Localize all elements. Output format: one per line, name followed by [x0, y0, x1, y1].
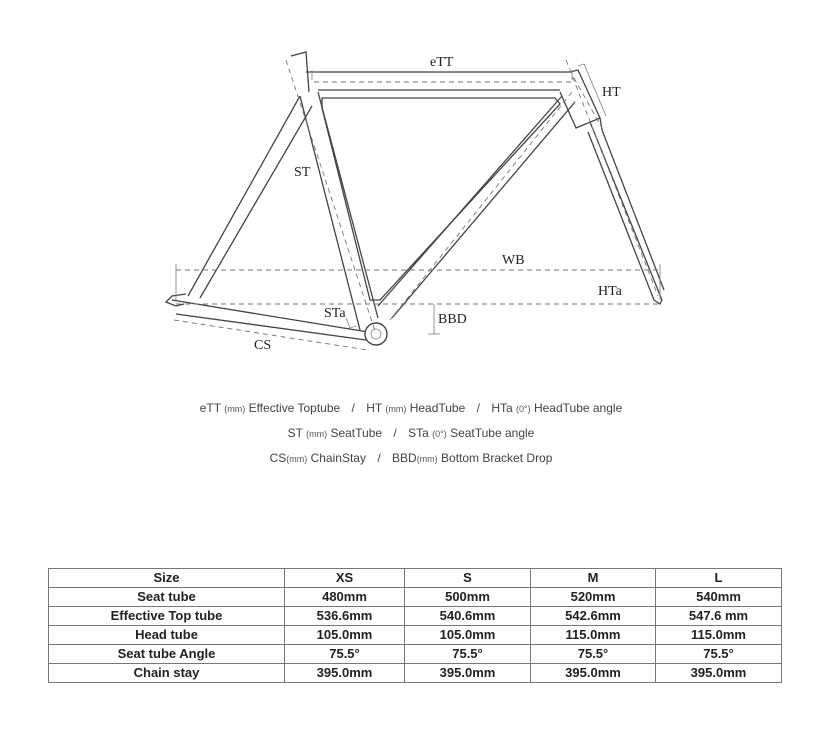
dimension-ticks: [176, 64, 660, 334]
legend-separator: /: [377, 451, 381, 465]
legend-desc: Bottom Bracket Drop: [441, 451, 553, 465]
table-cell: 105.0mm: [405, 626, 531, 645]
legend-desc: SeatTube: [330, 426, 383, 440]
legend-unit: (mm): [385, 404, 407, 414]
table-row: [49, 626, 782, 645]
table-cell: 542.6mm: [531, 607, 656, 626]
legend-separator: /: [476, 401, 480, 415]
row-label: Seat tube Angle: [49, 645, 285, 664]
table-cell: 115.0mm: [531, 626, 656, 645]
legend-unit: (mm): [286, 454, 308, 464]
table-cell: 395.0mm: [285, 664, 405, 683]
label-wb: WB: [502, 253, 525, 268]
table-cell: 536.6mm: [285, 607, 405, 626]
row-label: Seat tube: [49, 588, 285, 607]
legend-desc: SeatTube angle: [450, 426, 535, 440]
legend-abbr-st: ST: [287, 426, 303, 440]
legend-unit: (mm): [224, 404, 246, 414]
legend-separator: /: [393, 426, 397, 440]
legend-line-1: [0, 401, 822, 415]
legend-desc: ChainStay: [310, 451, 366, 465]
table-cell: 75.5°: [531, 645, 656, 664]
row-label: Chain stay: [49, 664, 285, 683]
table-cell: 520mm: [531, 588, 656, 607]
table-cell: 105.0mm: [285, 626, 405, 645]
label-sta: STa: [324, 306, 346, 321]
header-cell: XS: [285, 569, 405, 588]
row-label: Effective Top tube: [49, 607, 285, 626]
legend-unit: (mm): [306, 429, 328, 439]
row-label: Head tube: [49, 626, 285, 645]
legend-abbr-ett: eTT: [199, 401, 221, 415]
legend-line-3: [0, 451, 822, 465]
table-cell: 75.5°: [656, 645, 782, 664]
table-cell: 540.6mm: [405, 607, 531, 626]
legend-abbr-bbd: BBD: [392, 451, 417, 465]
label-ett: eTT: [430, 55, 454, 70]
table-cell: 395.0mm: [531, 664, 656, 683]
legend-abbr-hta: HTa: [491, 401, 513, 415]
table-row: [49, 645, 782, 664]
legend-unit: (0°): [432, 429, 447, 439]
table-cell: 115.0mm: [656, 626, 782, 645]
header-cell: S: [405, 569, 531, 588]
table-cell: 75.5°: [285, 645, 405, 664]
table-row: [49, 588, 782, 607]
frame-outline: [166, 52, 664, 340]
legend-abbr-sta: STa: [408, 426, 429, 440]
label-hta: HTa: [598, 284, 622, 299]
table-cell: 395.0mm: [405, 664, 531, 683]
header-cell: L: [656, 569, 782, 588]
table-row: [49, 664, 782, 683]
legend-separator: /: [351, 401, 355, 415]
table-header-row: [49, 569, 782, 588]
legend-desc: Effective Toptube: [248, 401, 341, 415]
legend-desc: HeadTube: [409, 401, 466, 415]
label-bbd: BBD: [438, 312, 467, 327]
table-cell: 480mm: [285, 588, 405, 607]
label-ht: HT: [602, 85, 621, 100]
table-cell: 540mm: [656, 588, 782, 607]
label-cs: CS: [254, 338, 272, 353]
table-cell: 395.0mm: [656, 664, 782, 683]
legend-abbr-ht: HT: [366, 401, 382, 415]
header-cell: M: [531, 569, 656, 588]
header-cell: Size: [49, 569, 285, 588]
geometry-table: [48, 568, 782, 683]
legend-line-2: [0, 426, 822, 440]
table-row: [49, 607, 782, 626]
measurement-lines: [174, 60, 660, 350]
table-cell: 75.5°: [405, 645, 531, 664]
legend-abbr-cs: CS: [269, 451, 287, 465]
label-st: ST: [294, 165, 311, 180]
legend-unit: (mm): [416, 454, 438, 464]
table-cell: 500mm: [405, 588, 531, 607]
legend-unit: (0°): [516, 404, 531, 414]
table-cell: 547.6 mm: [656, 607, 782, 626]
legend-desc: HeadTube angle: [533, 401, 623, 415]
